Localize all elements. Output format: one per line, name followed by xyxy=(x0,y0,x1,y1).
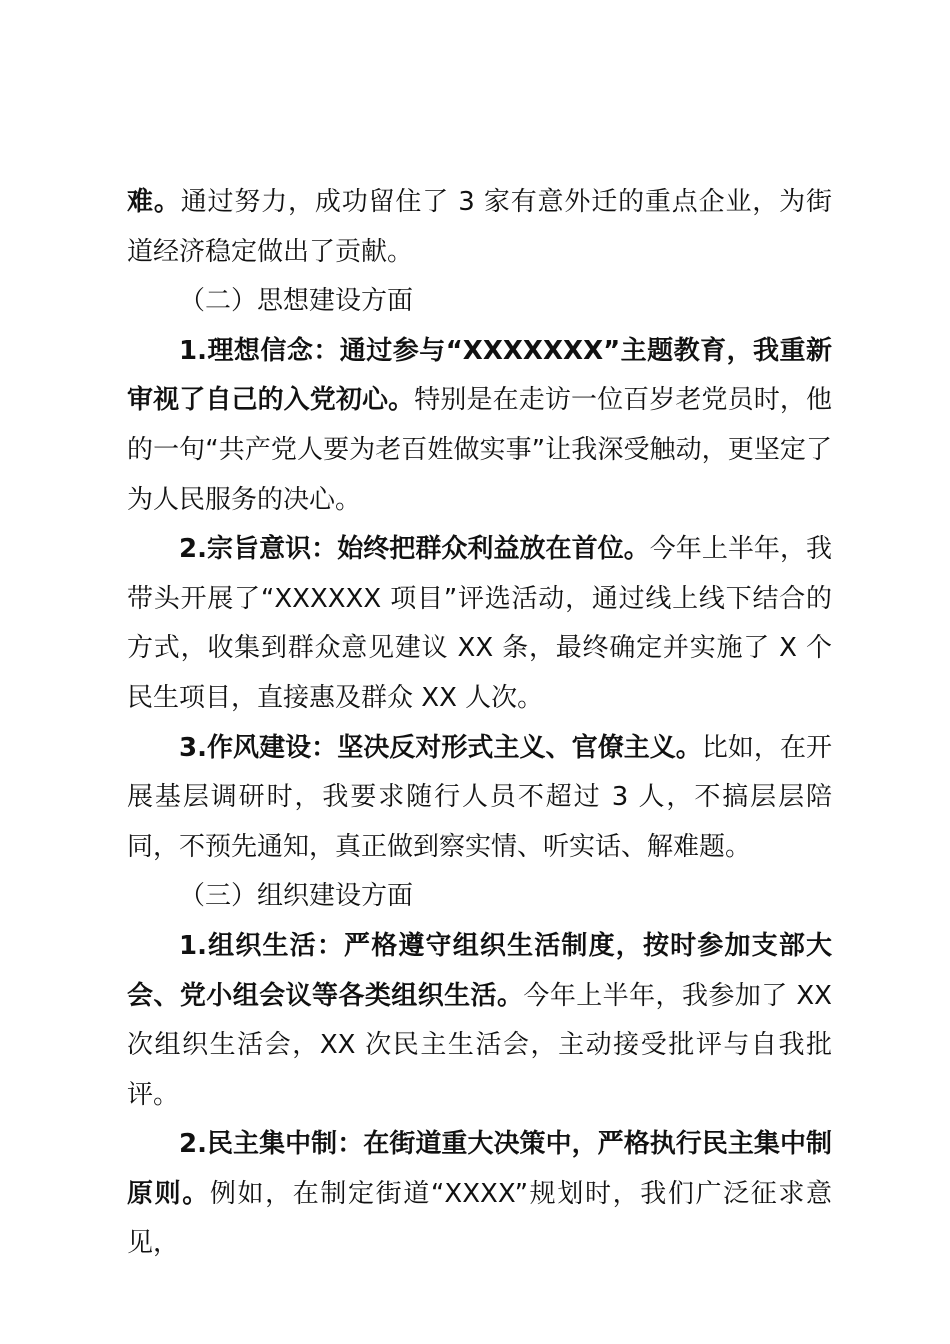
bold-lead: 1.组织生活：严格遵守组织生活制度，按时参加支部大会、党小组会议等各类组织生活。 xyxy=(127,930,832,1011)
body-text: 通过努力，成功留住了 3 家有意外迁的重点企业，为街道经济稳定做出了贡献。 xyxy=(127,187,832,267)
paragraph-economy-continuation xyxy=(127,178,832,277)
body-text: 今年上半年，我带头开展了“XXXXXX 项目”评选活动，通过线上线下结合的方式，收集到群众意见建议 XX 条，最终确定并实施了 X 个民生项目，直接惠及群众 XX 人次。 xyxy=(127,534,832,713)
body-text: 今年上半年，我参加了 XX 次组织生活会，XX 次民主生活会，主动接受批评与自我批评。 xyxy=(127,980,832,1110)
body-text: 特别是在走访一位百岁老党员时，他的一句“共产党人要为老百姓做实事”让我深受触动，更坚定了为人民服务的决心。 xyxy=(127,385,832,515)
section-heading-ideology: （二）思想建设方面 xyxy=(179,286,414,317)
section-heading-organization: （三）组织建设方面 xyxy=(179,881,414,912)
paragraph-work-style xyxy=(127,724,832,873)
bold-lead: 难。 xyxy=(127,187,181,217)
paragraph-ideals-beliefs xyxy=(127,327,832,525)
bold-lead: 2.民主集中制：在街道重大决策中，严格执行民主集中制原则。 xyxy=(127,1129,832,1209)
paragraph-democratic-centralism xyxy=(127,1120,832,1269)
document-body xyxy=(127,178,832,1269)
body-text: 比如，在开展基层调研时，我要求随行人员不超过 3 人，不搞层层陪同，不预先通知，真正做到察实情、听实话、解难题。 xyxy=(127,732,832,862)
body-text: 例如，在制定街道“XXXX”规划时，我们广泛征求意见， xyxy=(127,1178,832,1259)
paragraph-purpose-awareness xyxy=(127,525,832,723)
bold-lead: 3.作风建设：坚决反对形式主义、官僚主义。 xyxy=(179,732,702,763)
bold-lead: 1.理想信念：通过参与“XXXXXXX”主题教育，我重新审视了自己的入党初心。 xyxy=(127,335,832,416)
bold-lead: 2.宗旨意识：始终把群众利益放在首位。 xyxy=(179,534,650,565)
paragraph-organization-life xyxy=(127,922,832,1120)
